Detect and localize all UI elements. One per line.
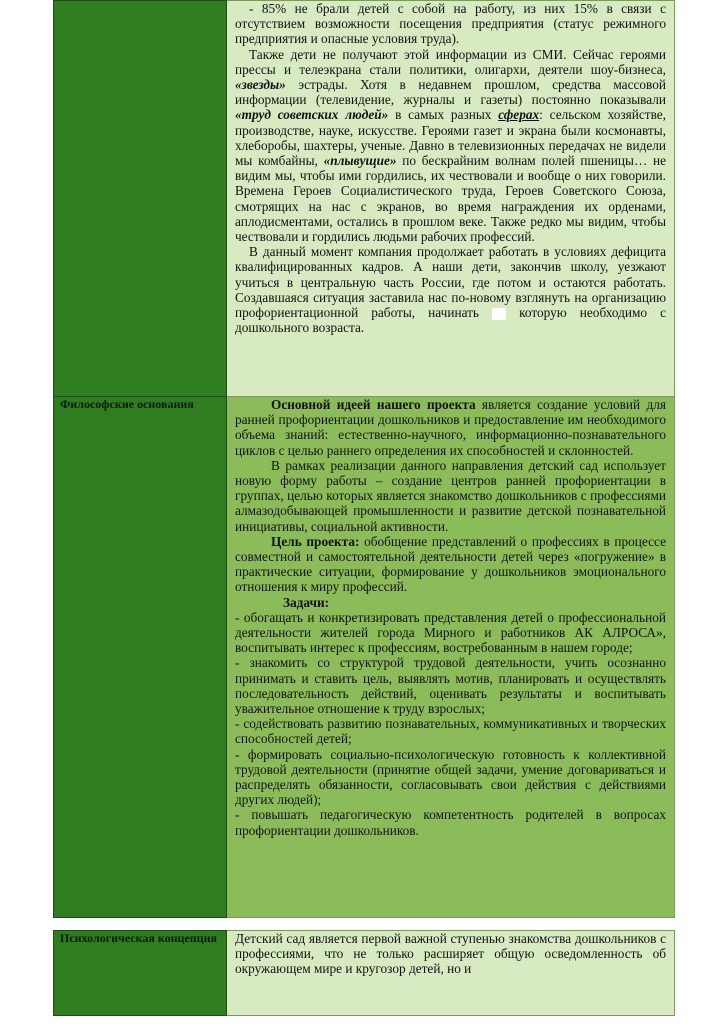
- zvezdy-quote: «звезды»: [235, 77, 286, 93]
- project-table: [53, 0, 675, 1016]
- table-row-philosophy: [54, 397, 675, 918]
- task-item: - формировать социально-психологическую готовность к коллективной трудовой деятельности (принятие общей задачи, умение договариваться и распределять обязанности, согласовывать свои действия с действиями других людей);: [235, 746, 666, 808]
- blank-mark: [492, 308, 506, 320]
- goal-paragraph: Цель проекта: обобщение представлений о профессиях в процессе совместной и самостоятельной деятельности детей через «погружение» в практические ситуации, формирование у дошкольников эмоционального отношения к миру профессий.: [235, 533, 666, 595]
- task-item: - содействовать развитию познавательных, коммуникативных и творческих способностей детей;: [235, 716, 666, 747]
- media-paragraph: Также дети не получают этой информации из СМИ. Сейчас героями прессы и телеэкрана стали политики, олигархи, деятели шоу-бизнеса, «звезды» эстрады. Хотя в недавнем прошлом, средства массовой информации (телевидение, журналы и газеты) постоянно показывали «труд советских людей» в самых разных сферах: сельском хозяйстве, производстве, науке, искусстве. Героями газет и экрана были космонавты, хлеборобы, шахтеры, ученые. Давно в телевизионных передачах не видели мы комбайны, «плывущие» по бескрайним волнам полей пшеницы… не видим мы, чтобы ими гордились, их чествовали и вообще о них говорили. Времена Героев Социалистического труда, Героев Советского Союза, смотрящих на нас с экранов, во время награждения их орденами, аплодисментами, остались в прошлом веке. Также редко мы видим, чтобы чествовали и гордились людьми рабочих профессий.: [235, 46, 666, 245]
- row-content-intro: [227, 1, 675, 397]
- trud-quote: «труд советских людей»: [235, 107, 389, 123]
- row-label-philosophy: Философские основания: [54, 397, 227, 918]
- tasks-heading: Задачи:: [283, 594, 330, 610]
- row-content-psychology: Детский сад является первой важной ступенью знакомства дошкольников с профессиями, что не только расширяет общую осведомленность об окружающем мире и кругозор детей, но и: [227, 931, 675, 1016]
- gap-cell: [54, 918, 227, 931]
- table-row-intro: [54, 1, 675, 397]
- main-idea-paragraph: Основной идеей нашего проекта является создание условий для ранней профориентации дошкольников и предоставление им необходимого объема знаний: естественно-научного, информационно-познавательного циклов с целью раннего определения их способностей и склонностей.: [235, 397, 666, 458]
- table-row-psychology: [54, 931, 675, 1016]
- task-item: - повышать педагогическую компетентность родителей в вопросах профориентации дошкольников.: [235, 807, 666, 838]
- goal-heading: Цель проекта:: [271, 533, 360, 549]
- plyvushchie-quote: «плывущие»: [323, 153, 397, 169]
- survey-paragraph: - 85% не брали детей с собой на работу, из них 15% в связи с отсутствием возможности посещения предприятия (статус режимного предприятия и опасные условия труда).: [235, 1, 666, 47]
- task-item: - обогащать и конкретизировать представления детей о профессиональной деятельности жителей города Мирного и работников АК АЛРОСА», воспитывать интерес к профессиям, востребованным в нашем городе;: [235, 609, 666, 656]
- row-content-philosophy: [227, 397, 675, 918]
- row-label-psychology: Психологическая концепция: [54, 931, 227, 1016]
- implementation-paragraph: В рамках реализации данного направления детский сад использует новую форму работы – создание центров ранней профориентации в группах, целью которых является знакомство дошкольников с профессиями алмазодобывающей промышленности и развитие детской познавательной инициативы, социальной активности.: [235, 457, 666, 534]
- gap-cell: [227, 918, 675, 931]
- task-item: - знакомить со структурой трудовой деятельности, учить осознанно принимать и ставить цель, выявлять мотив, планировать и осуществлять последовательность действий, оценивать результаты и воспитывать уважительное отношение к труду взрослых;: [235, 655, 666, 717]
- table-row-gap: [54, 918, 675, 931]
- main-idea-heading: Основной идеей нашего проекта: [271, 397, 476, 412]
- row-label-empty: [54, 1, 227, 397]
- sferah-word: сферах: [498, 107, 540, 123]
- company-paragraph: В данный момент компания продолжает работать в условиях дефицита квалифицированных кадров. А наши дети, закончив школу, уезжают учиться в центральную часть России, где потом и остаются работать. Создавшаяся ситуация заставила нас по-новому взглянуть на организацию профориентационной работы, начинать которую необходимо с дошкольного возраста.: [235, 244, 667, 336]
